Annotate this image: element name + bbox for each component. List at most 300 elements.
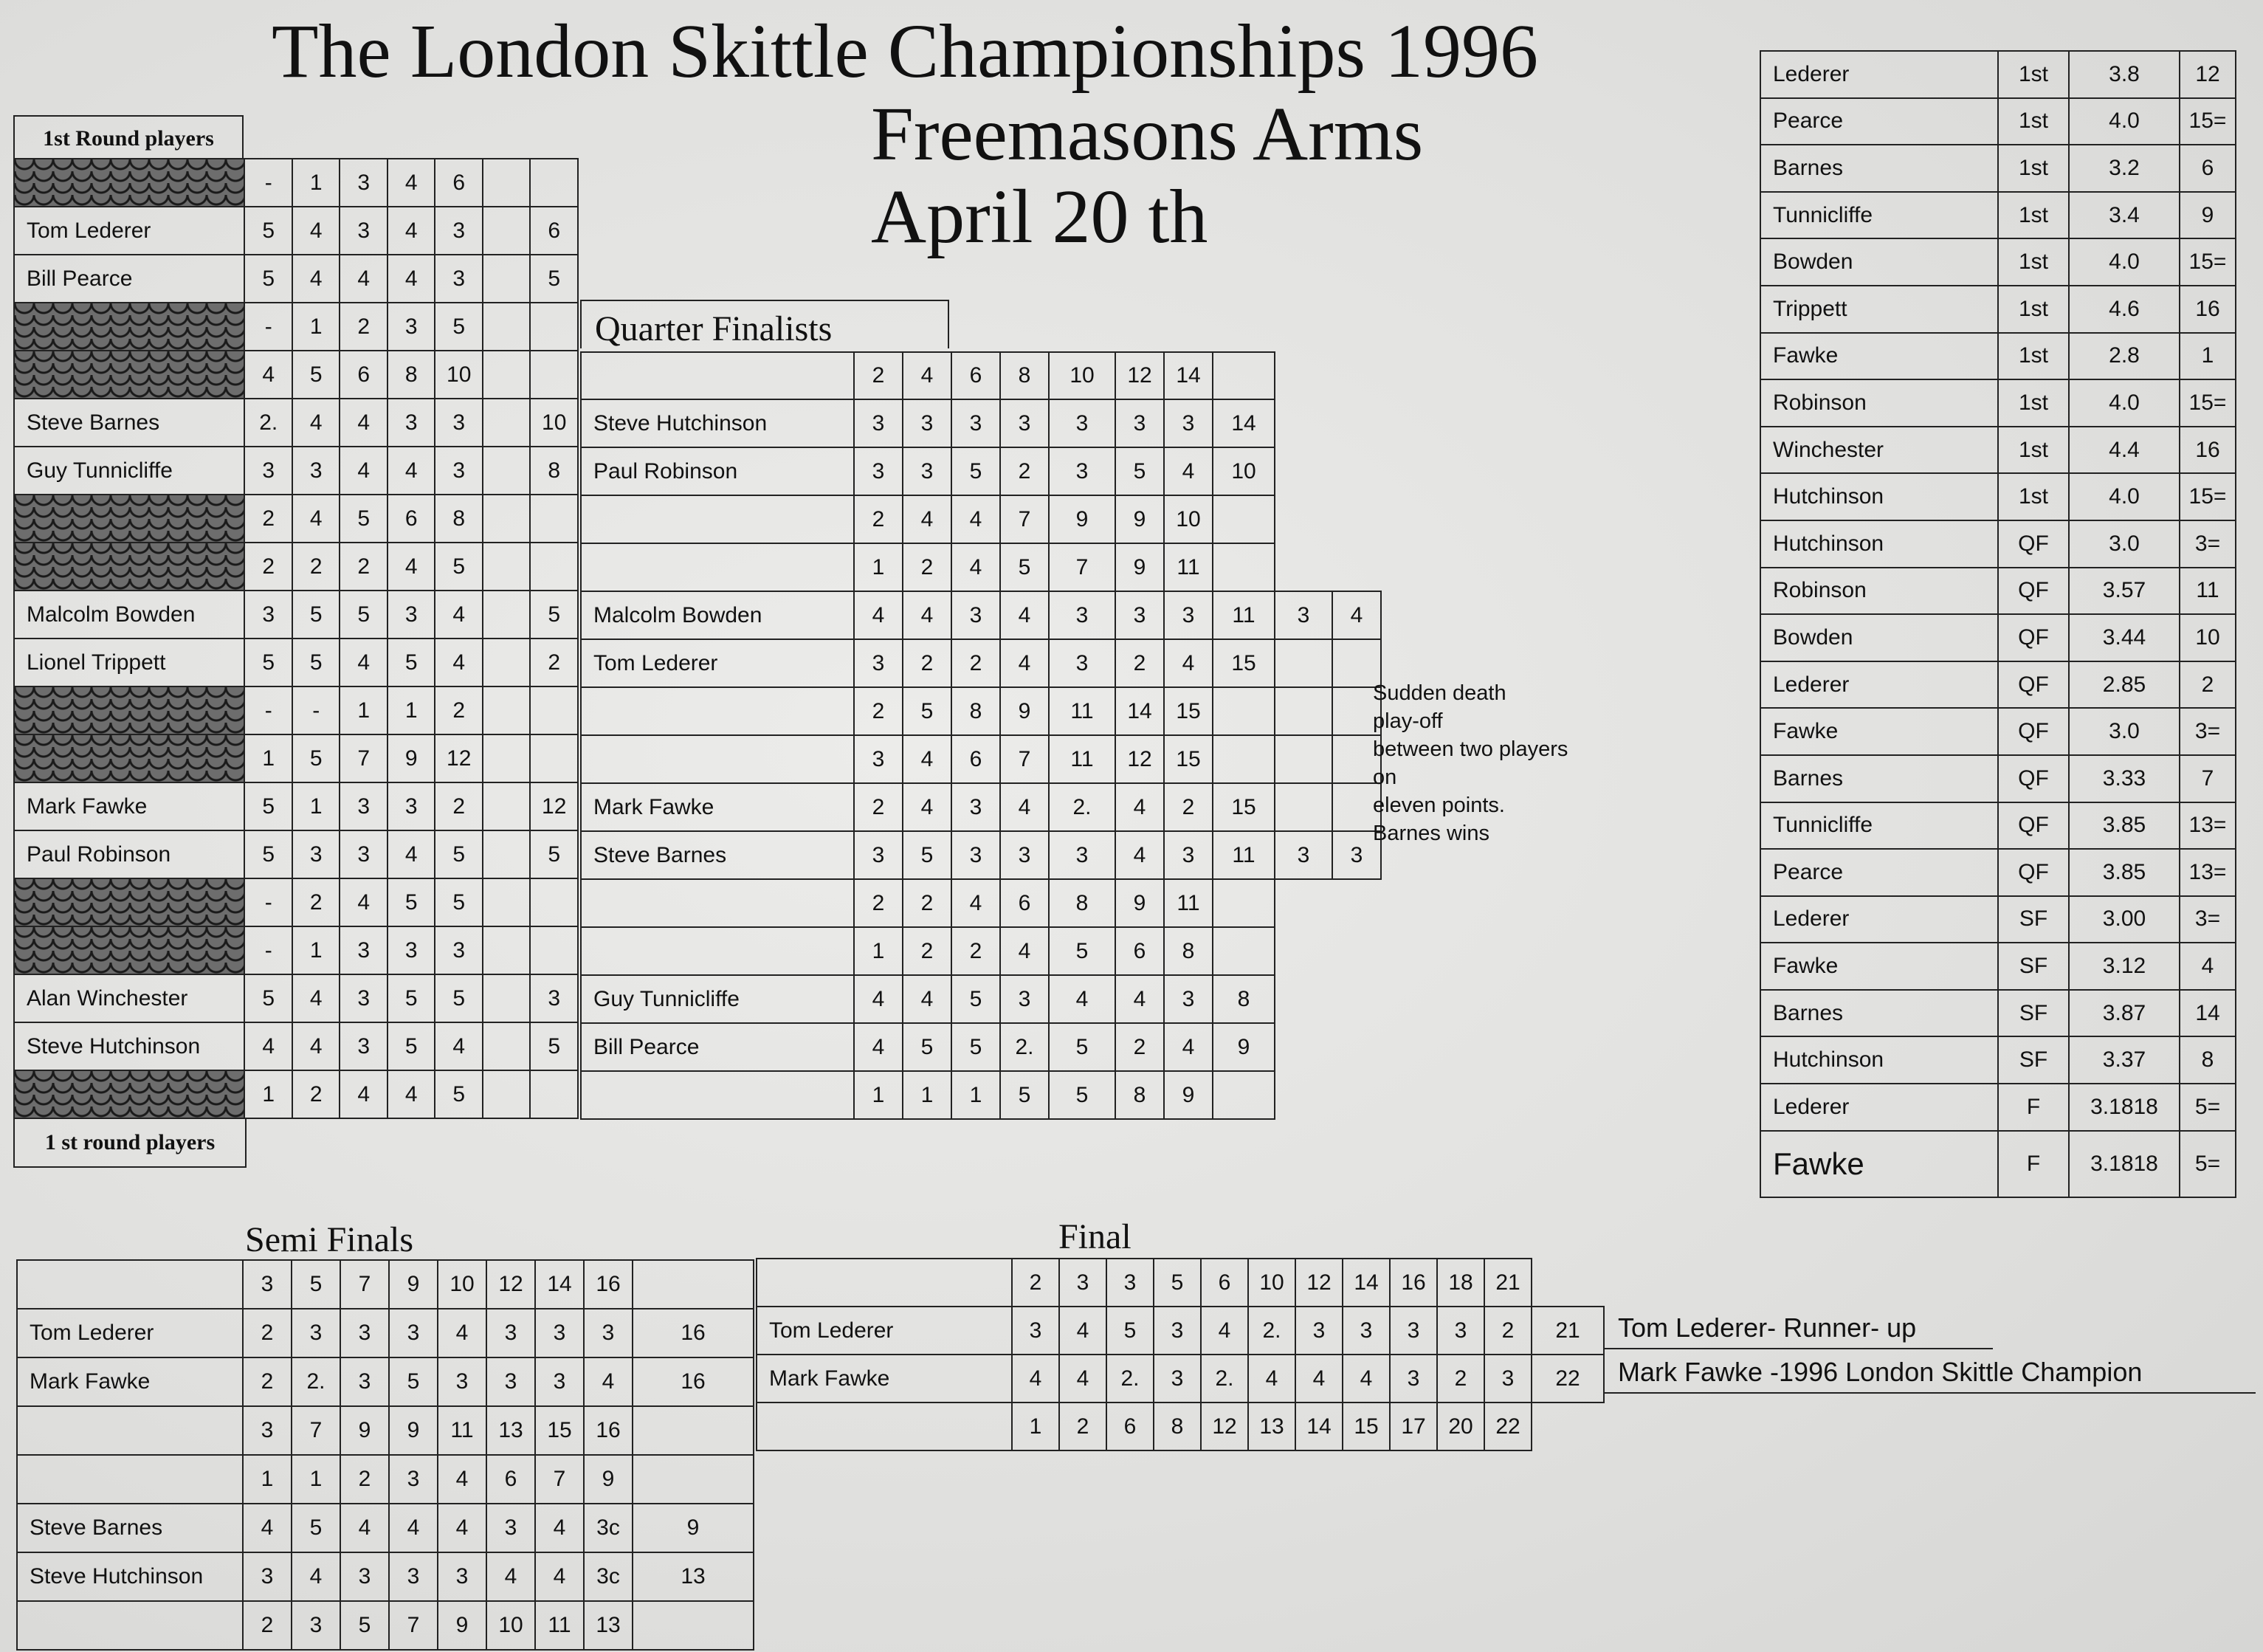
player-name: Mark Fawke [17,1357,243,1406]
round-cell: 1st [1998,427,2069,474]
score-cell: 8 [1213,975,1275,1023]
score-cell: 3 [854,831,903,879]
score-cell: 2 [1115,639,1164,687]
score-cell: 3 [535,1309,584,1357]
first-round-row [14,926,578,974]
score-cell [530,351,578,399]
score-cell: 3 [340,926,388,974]
score-cell: 11 [1049,735,1115,783]
score-cell: 3 [389,1552,438,1601]
score-cell [483,591,531,639]
score-cell: 5 [530,830,578,878]
average-cell: 3.4 [2069,192,2180,239]
quarter-finals-heading-box [580,300,949,348]
score-cell: 4 [1000,783,1049,831]
qf-header-cell: 2 [854,352,903,399]
first-round-row [14,159,578,207]
player-name [581,879,854,927]
first-round-row [14,495,578,543]
score-cell: 4 [388,159,435,207]
averages-row [1760,802,2236,850]
score-cell: 3 [340,1309,389,1357]
score-cell: 15 [1164,687,1213,735]
score-cell: 1 [388,686,435,734]
qf-header-cell: 10 [1049,352,1115,399]
score-cell: 5 [530,591,578,639]
averages-row [1760,473,2236,520]
score-cell: 15 [1213,783,1275,831]
averages-row [1760,333,2236,380]
score-cell: 5 [1106,1307,1154,1355]
averages-table [1760,50,2236,1198]
score-cell [530,926,578,974]
averages-row [1760,238,2236,286]
score-cell: 3 [486,1309,535,1357]
score-cell: 9 [389,1406,438,1455]
score-cell: 4 [951,879,1000,927]
averages-row [1760,1131,2236,1197]
score-cell: 5 [435,303,483,351]
total-cell: 16 [633,1357,754,1406]
score-cell: 6 [1106,1403,1154,1450]
score-cell: 3 [1164,591,1213,639]
score-cell: 6 [486,1455,535,1504]
score-cell: 1 [1012,1403,1059,1450]
score-cell: 2. [1106,1355,1154,1403]
blank-cell [1332,1023,1381,1071]
first-round-row [14,543,578,591]
hatched-cell [14,543,244,591]
total-cell [633,1260,754,1309]
score-cell: 4 [388,447,435,495]
score-cell: 4 [535,1504,584,1552]
average-cell: 3.33 [2069,755,2180,802]
score-cell: 1 [854,927,903,975]
score-cell [530,734,578,782]
rank-cell: 14 [2180,990,2236,1037]
playoff-cell: 4 [1332,591,1381,639]
blank-cell [1332,495,1381,543]
score-cell: 3 [1164,831,1213,879]
score-cell: 2 [244,543,292,591]
player-name [581,495,854,543]
quarter-finals-row [581,735,1381,783]
score-cell: 3 [438,1552,486,1601]
quarter-finals-heading: Quarter Finalists [595,309,833,348]
score-cell: 3 [1295,1307,1343,1355]
score-cell: 2. [244,399,292,447]
hatched-cell [14,303,244,351]
total-cell [633,1406,754,1455]
playoff-cell: 3 [1275,831,1332,879]
score-cell: 10 [530,399,578,447]
score-cell: 3 [854,399,903,447]
score-cell: 14 [1213,399,1275,447]
score-cell: 5 [389,1357,438,1406]
score-cell: 5 [1049,1071,1115,1119]
score-cell: 4 [340,878,388,926]
score-cell: 5 [951,1023,1000,1071]
score-cell: 3 [1164,975,1213,1023]
hatched-cell [14,878,244,926]
player-surname: Winchester [1760,427,1998,474]
rank-cell: 4 [2180,943,2236,990]
blank-cell [1532,1259,1604,1307]
score-cell: 4 [1059,1307,1106,1355]
score-cell: 17 [1390,1403,1437,1450]
score-cell: 3 [340,830,388,878]
blank-cell [1332,399,1381,447]
score-cell: 8 [1049,879,1115,927]
runner-up-text: Tom Lederer- Runner- up [1618,1312,1917,1343]
average-cell: 3.85 [2069,802,2180,850]
score-cell: 3 [903,399,951,447]
score-cell: 9 [1115,543,1164,591]
first-round-row [14,686,578,734]
score-cell: 2 [1164,783,1213,831]
quarter-finals-row [581,495,1381,543]
score-cell: 2 [292,1070,340,1118]
score-cell: 4 [438,1504,486,1552]
rank-cell: 12 [2180,51,2236,98]
round-cell: QF [1998,614,2069,661]
blank-cell [1275,1023,1332,1071]
score-cell: 1 [854,543,903,591]
qf-header-cell: 12 [1115,352,1164,399]
score-cell: 4 [1295,1355,1343,1403]
score-cell: 5 [435,830,483,878]
score-cell: 5 [530,1022,578,1070]
blank-cell [1275,495,1332,543]
player-surname: Barnes [1760,145,1998,192]
player-surname: Fawke [1760,943,1998,990]
score-cell: 8 [388,351,435,399]
score-cell: 4 [292,399,340,447]
score-cell: 3 [951,831,1000,879]
player-name [17,1406,243,1455]
score-cell: 2 [435,782,483,830]
score-cell: 1 [854,1071,903,1119]
score-cell [530,303,578,351]
average-cell: 3.44 [2069,614,2180,661]
player-surname: Lederer [1760,896,1998,943]
player-name: Alan Winchester [14,974,244,1022]
score-cell: 4 [854,975,903,1023]
score-cell: - [244,926,292,974]
score-cell: 4 [388,207,435,255]
blank-cell [1332,927,1381,975]
score-cell: 2. [1049,783,1115,831]
score-cell [483,207,531,255]
round-cell: QF [1998,849,2069,896]
score-cell: 3 [1049,399,1115,447]
score-cell [483,782,531,830]
first-round-row [14,207,578,255]
score-cell: 5 [951,447,1000,495]
score-cell: 3 [340,159,388,207]
hatched-cell [14,686,244,734]
playoff-cell [1275,687,1332,735]
score-cell: 16 [584,1406,633,1455]
total-cell: 21 [1532,1307,1604,1355]
quarter-finals-row [581,879,1381,927]
final-row [757,1403,1604,1450]
average-cell: 3.8 [2069,51,2180,98]
player-name: Lionel Trippett [14,639,244,686]
round-cell: QF [1998,520,2069,568]
score-cell: 3 [1059,1259,1106,1307]
score-cell: 1 [292,159,340,207]
score-cell: 5 [292,639,340,686]
score-cell: 3 [486,1504,535,1552]
score-cell: 5 [388,1022,435,1070]
score-cell: 2 [951,927,1000,975]
score-cell: 4 [388,255,435,303]
score-cell: 4 [340,447,388,495]
round-cell: QF [1998,708,2069,755]
player-surname: Fawke [1760,708,1998,755]
score-cell: 3 [243,1260,292,1309]
score-cell: 5 [1154,1259,1201,1307]
rank-cell: 3= [2180,896,2236,943]
final-row [757,1259,1604,1307]
semi-finals-row [17,1601,754,1650]
score-cell: 5 [1115,447,1164,495]
score-cell [530,686,578,734]
semi-finals-heading: Semi Finals [245,1220,414,1259]
score-cell: 1 [244,734,292,782]
score-cell: 14 [535,1260,584,1309]
score-cell: 5 [435,878,483,926]
score-cell: 4 [1115,783,1164,831]
averages-row [1760,1036,2236,1084]
round-cell: F [1998,1084,2069,1131]
score-cell: 3 [1154,1355,1201,1403]
score-cell: 2 [854,879,903,927]
average-cell: 3.1818 [2069,1084,2180,1131]
score-cell [1213,927,1275,975]
score-cell: 1 [292,303,340,351]
score-cell: 3 [1049,831,1115,879]
score-cell: 2 [244,495,292,543]
score-cell [1213,735,1275,783]
score-cell: 3 [388,782,435,830]
score-cell: 3 [486,1357,535,1406]
score-cell: 16 [584,1260,633,1309]
score-cell: 2 [1115,1023,1164,1071]
player-surname: Bowden [1760,614,1998,661]
score-cell: 12 [530,782,578,830]
score-cell: 6 [530,207,578,255]
semi-finals-row [17,1309,754,1357]
player-surname: Hutchinson [1760,473,1998,520]
averages-row [1760,520,2236,568]
player-name [581,735,854,783]
score-cell [483,639,531,686]
score-cell: 4 [435,1022,483,1070]
score-cell: 5 [951,975,1000,1023]
score-cell: 3 [243,1552,292,1601]
score-cell [1213,879,1275,927]
score-cell: 3 [340,974,388,1022]
score-cell: 4 [1201,1307,1248,1355]
score-cell: 3c [584,1552,633,1601]
player-surname: Hutchinson [1760,520,1998,568]
score-cell: 20 [1437,1403,1484,1450]
score-cell: 3 [1115,399,1164,447]
first-round-row [14,399,578,447]
score-cell: 1 [292,926,340,974]
hatched-cell [14,159,244,207]
score-cell: 15 [535,1406,584,1455]
score-cell: 5 [903,1023,951,1071]
score-cell: 4 [340,1504,389,1552]
quarter-finals-row [581,1071,1381,1119]
score-cell: 3 [292,447,340,495]
semi-finals-table [16,1259,754,1651]
score-cell: 1 [292,1455,340,1504]
score-cell: 2 [951,639,1000,687]
score-cell: 5 [244,974,292,1022]
first-round-header-label: 1st Round players [43,126,214,151]
score-cell: 3 [1000,831,1049,879]
score-cell: 3 [340,782,388,830]
score-cell: 12 [1201,1403,1248,1450]
semi-finals-row [17,1406,754,1455]
score-cell: 4 [243,1504,292,1552]
score-cell: 5 [292,591,340,639]
score-cell: 7 [1000,495,1049,543]
score-cell: 13 [486,1406,535,1455]
score-cell: 4 [340,639,388,686]
score-cell: 4 [389,1504,438,1552]
hatched-cell [14,351,244,399]
score-cell: 9 [388,734,435,782]
score-cell: 4 [1115,975,1164,1023]
hatched-cell [14,734,244,782]
player-surname: Lederer [1760,661,1998,709]
quarter-finals-row [581,687,1381,735]
quarter-finals-table [580,351,1382,1120]
averages-row [1760,614,2236,661]
note-line: on [1373,765,1397,789]
score-cell: 14 [1115,687,1164,735]
score-cell: 5 [1049,927,1115,975]
score-cell: 4 [388,1070,435,1118]
blank-cell [1275,447,1332,495]
total-cell [633,1601,754,1650]
note-line: Sudden death [1373,681,1506,705]
score-cell: 22 [1484,1403,1532,1450]
player-surname: Fawke [1760,333,1998,380]
averages-row [1760,145,2236,192]
score-cell: 7 [535,1455,584,1504]
score-cell: 9 [584,1455,633,1504]
first-round-row [14,782,578,830]
average-cell: 4.6 [2069,286,2180,333]
player-surname: Barnes [1760,755,1998,802]
player-name [581,687,854,735]
score-cell: 4 [854,591,903,639]
score-cell: 3 [435,207,483,255]
player-surname: Barnes [1760,990,1998,1037]
score-cell: 1 [243,1455,292,1504]
score-cell: - [244,878,292,926]
blank-cell [1275,543,1332,591]
round-cell: 1st [1998,145,2069,192]
first-round-row [14,878,578,926]
player-name [581,927,854,975]
score-cell: 5 [1000,1071,1049,1119]
rank-cell: 16 [2180,427,2236,474]
score-cell: 5 [530,255,578,303]
rank-cell: 3= [2180,520,2236,568]
first-round-table [13,158,579,1119]
score-cell: 4 [1000,927,1049,975]
player-name: Steve Hutchinson [17,1552,243,1601]
score-cell: 5 [903,831,951,879]
score-cell: - [244,159,292,207]
score-cell: 4 [292,1022,340,1070]
round-cell: QF [1998,755,2069,802]
score-cell: 2 [854,495,903,543]
score-cell: 4 [292,207,340,255]
score-cell: 7 [292,1406,340,1455]
final-row [757,1355,1604,1403]
average-cell: 3.85 [2069,849,2180,896]
score-cell: 6 [951,735,1000,783]
qf-header-cell: 8 [1000,352,1049,399]
round-cell: 1st [1998,379,2069,427]
player-name [757,1403,1012,1450]
score-cell [530,495,578,543]
score-cell: 3 [292,1309,340,1357]
blank-cell [1275,1071,1332,1119]
score-cell: 7 [340,1260,389,1309]
score-cell [483,351,531,399]
first-round-row [14,255,578,303]
score-cell: 3 [584,1309,633,1357]
score-cell: 2 [854,783,903,831]
player-name: Guy Tunnicliffe [581,975,854,1023]
blank-cell [1275,927,1332,975]
score-cell: 2. [1000,1023,1049,1071]
total-cell: 22 [1532,1355,1604,1403]
player-surname: Lederer [1760,1084,1998,1131]
score-cell: 6 [1201,1259,1248,1307]
score-cell: 4 [951,495,1000,543]
player-name [581,543,854,591]
score-cell: 3 [388,926,435,974]
rank-cell: 8 [2180,1036,2236,1084]
score-cell: 5 [244,639,292,686]
player-name: Steve Barnes [14,399,244,447]
score-cell: 10 [435,351,483,399]
average-cell: 4.0 [2069,238,2180,286]
score-cell: 3 [388,591,435,639]
hatched-cell [14,1070,244,1118]
score-cell: 3 [388,303,435,351]
score-cell: 2 [854,687,903,735]
score-cell: - [244,303,292,351]
average-cell: 4.0 [2069,473,2180,520]
score-cell: 2 [903,543,951,591]
score-cell: 4 [340,1070,388,1118]
semi-finals-row [17,1455,754,1504]
score-cell: 5 [388,639,435,686]
score-cell: 4 [244,351,292,399]
score-cell: 3 [435,926,483,974]
